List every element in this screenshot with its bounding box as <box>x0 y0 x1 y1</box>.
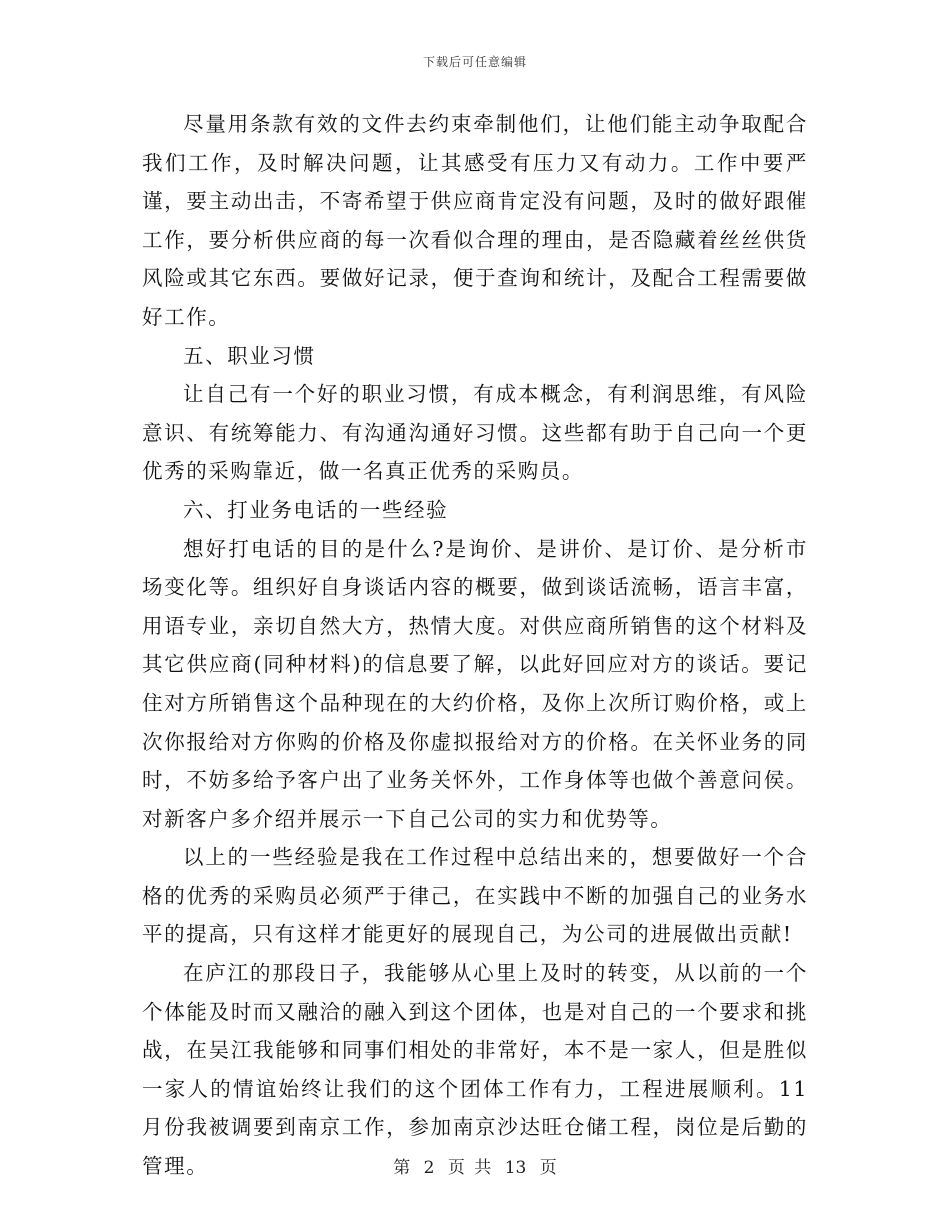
paragraph-phone-experience: 想好打电话的目的是什么?是询价、是讲价、是订价、是分析市场变化等。组织好自身谈话内容的概要，做到谈话流畅，语言丰富，用语专业，亲切自然大方，热情大度。对供应商所销售的这个材料及其它供应商(同种材料)的信息要了解，以此好回应对方的谈话。要记住对方所销售这个品种现在的大约价格，及你上次所订购价格，或上次你报给对方你购的价格及你虚拟报给对方的价格。在关怀业务的同时，不妨多给予客户出了业务关怀外，工作身体等也做个善意问侯。对新客户多介绍并展示一下自己公司的实力和优势等。 <box>142 536 808 831</box>
paragraph-work-habits: 让自己有一个好的职业习惯，有成本概念，有利润思维，有风险意识、有统筹能力、有沟通沟通好习惯。这些都有助于自己向一个更优秀的采购靠近，做一名真正优秀的采购员。 <box>142 382 808 484</box>
page-footer <box>0 1153 950 1178</box>
paragraph-summary: 以上的一些经验是我在工作过程中总结出来的，想要做好一个合格的优秀的采购员必须严于律己，在实践中不断的加强自己的业务水平的提高，只有这样才能更好的展现自己，为公司的进展做出贡献! <box>142 845 808 947</box>
document-body <box>142 105 808 1186</box>
footer-suffix: 页 <box>539 1158 557 1178</box>
page-number: 2 <box>423 1158 435 1178</box>
page-header: 下载后可任意编辑 <box>422 55 527 69</box>
paragraph-lujiang: 在庐江的那段日子，我能够从心里上及时的转变，从以前的一个个体能及时而又融洽的融入到这个团体，也是对自己的一个要求和挑战，在吴江我能够和同事们相处的非常好，本不是一家人，但是胜似一家人的情谊始终让我们的这个团体工作有力，工程进展顺利。11月份我被调要到南京工作，参加南京沙达旺仓储工程，岗位是后勤的管理。 <box>142 961 808 1179</box>
section-heading-work-habits: 五、职业习惯 <box>183 343 316 368</box>
footer-middle: 页 共 <box>447 1158 492 1178</box>
footer-prefix: 第 <box>393 1158 411 1178</box>
total-pages: 13 <box>504 1158 527 1178</box>
paragraph-supplier-management: 尽量用条款有效的文件去约束牵制他们，让他们能主动争取配合我们工作，及时解决问题，让其感受有压力又有动力。工作中要严谨，要主动出击，不寄希望于供应商肯定没有问题，及时的做好跟催工作，要分析供应商的每一次看似合理的理由，是否隐藏着丝丝供货风险或其它东西。要做好记录，便于查询和统计，及配合工程需要做好工作。 <box>142 112 808 329</box>
section-heading-phone-experience: 六、打业务电话的一些经验 <box>183 497 449 522</box>
